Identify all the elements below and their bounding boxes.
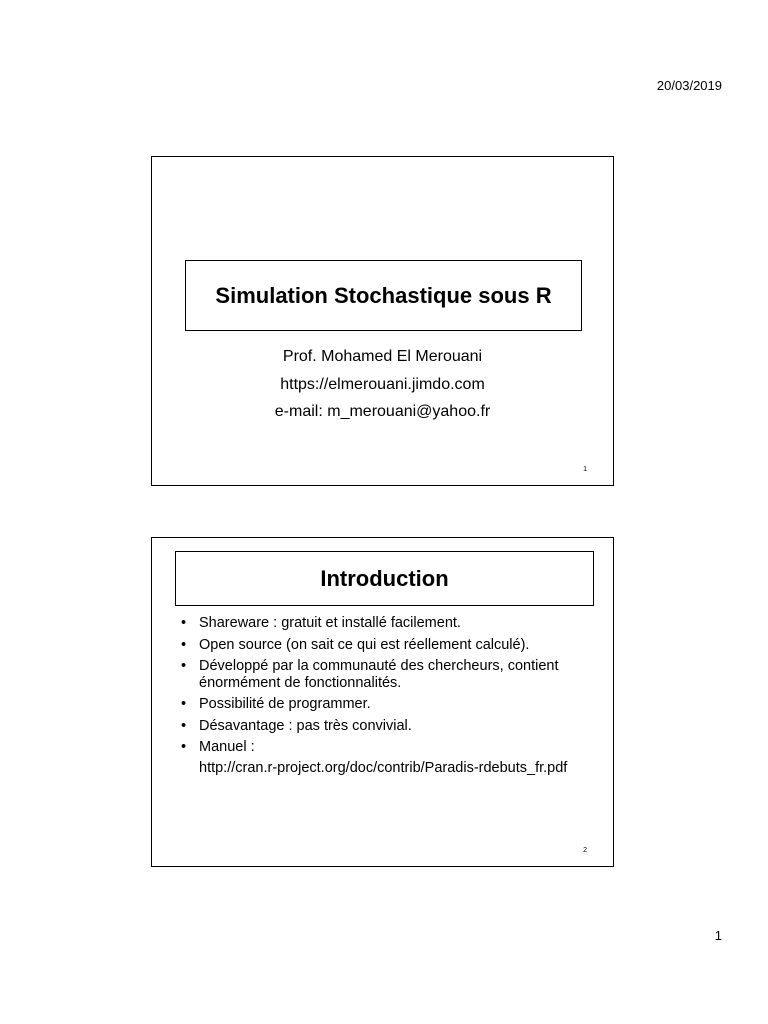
footer-page-number: 1	[714, 928, 722, 943]
slide-title: Introduction	[175, 551, 594, 606]
bullet-icon: •	[181, 658, 187, 674]
bullet-icon: •	[181, 615, 187, 631]
website-url: https://elmerouani.jimdo.com	[280, 375, 485, 393]
bullet-icon: •	[181, 636, 187, 653]
list-item: • Possibilité de programmer.	[181, 696, 371, 712]
list-item: • Développé par la communauté des chercheurs, contient énormément de fonctionnalités.	[181, 658, 559, 691]
list-item: • Désavantage : pas très convivial.	[181, 717, 412, 734]
bullet-list	[179, 615, 599, 781]
bullet-icon: •	[181, 717, 187, 734]
email-address: e-mail: m_merouani@yahoo.fr	[274, 403, 491, 420]
bullet-icon: •	[181, 696, 187, 712]
list-item: • Open source (on sait ce qui est réellement calculé).	[181, 636, 530, 653]
bullet-icon: •	[181, 739, 187, 755]
list-item: • Shareware : gratuit et installé facilement.	[181, 615, 461, 631]
manual-url: http://cran.r-project.org/doc/contrib/Paradis-rdebuts_fr.pdf	[199, 759, 568, 776]
slide-2	[151, 537, 614, 867]
slide-subtitle	[152, 343, 613, 426]
header-date: 20/03/2019	[656, 78, 722, 93]
slide-number: 1	[583, 466, 587, 473]
list-item: • Manuel : http://cran.r-project.org/doc/contrib/Paradis-rdebuts_fr.pdf	[179, 739, 599, 776]
author-name: Prof. Mohamed El Merouani	[282, 348, 483, 365]
slide-1	[151, 156, 614, 486]
slide-title: Simulation Stochastique sous R	[185, 260, 582, 331]
slide-number: 2	[583, 847, 587, 854]
